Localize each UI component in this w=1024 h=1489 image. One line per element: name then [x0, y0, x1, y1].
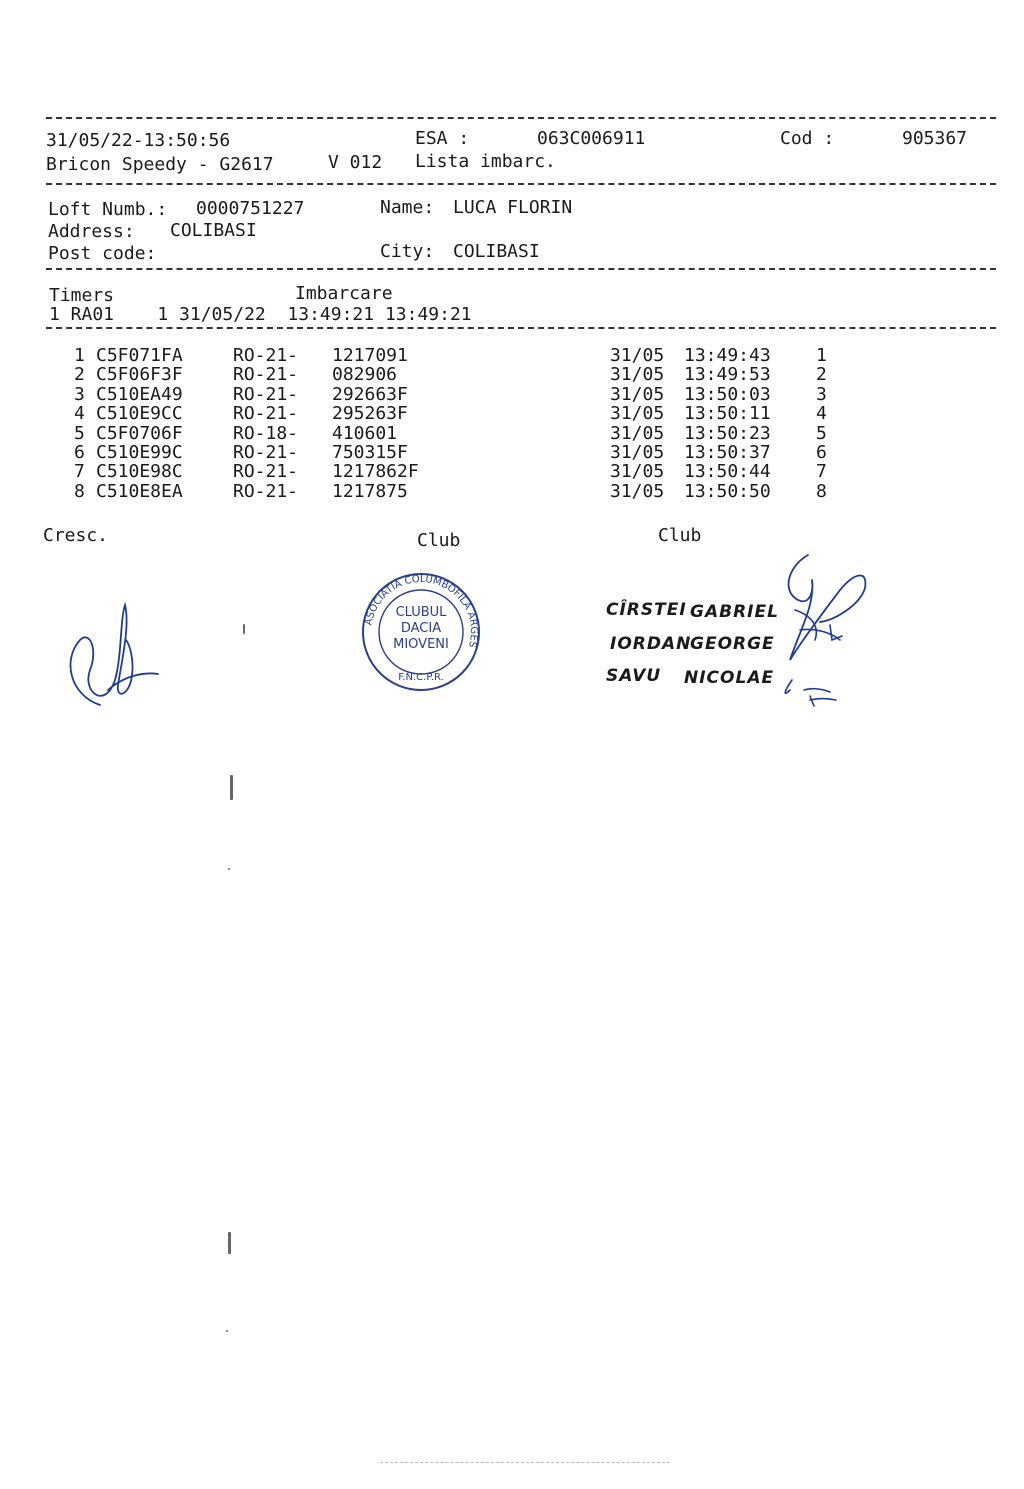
arrival-date: 31/05: [610, 383, 665, 405]
table-row: [0, 364, 1024, 384]
table-row: [0, 403, 1024, 423]
sequence-number: 4: [816, 403, 827, 425]
commission-first-2: IORDAN: [610, 634, 692, 654]
svg-text:DACIA: DACIA: [400, 621, 442, 636]
arrival-time: 13:50:11: [684, 403, 771, 425]
list-title: Lista imbarc.: [415, 151, 556, 172]
row-index: 1: [74, 345, 85, 366]
ring-number: 082906: [332, 364, 398, 386]
sequence-number: 1: [816, 345, 827, 366]
bottom-scan-line: [380, 1462, 670, 1463]
arrival-time: 13:50:03: [684, 383, 771, 405]
chip-id: C5F0706F: [96, 422, 183, 444]
rule-3: [46, 268, 996, 270]
sequence-number: 5: [816, 422, 827, 444]
arrival-date: 31/05: [610, 480, 665, 502]
table-row: [0, 481, 1024, 501]
club-label-left: Club: [417, 530, 461, 551]
row-index: 5: [74, 422, 85, 444]
row-index: 3: [74, 383, 85, 405]
city-label: City:: [380, 241, 435, 262]
imbarcare-label: Imbarcare: [295, 283, 393, 304]
address-value: COLIBASI: [170, 220, 257, 241]
timers-label: Timers: [49, 285, 115, 306]
svg-text:CLUBUL: CLUBUL: [395, 605, 447, 620]
svg-text:MIOVENI: MIOVENI: [393, 637, 449, 652]
row-index: 2: [74, 364, 85, 386]
row-index: 6: [74, 442, 85, 463]
arrival-date: 31/05: [610, 422, 665, 444]
loft-number: 0000751227: [196, 198, 305, 219]
ring-prefix: RO-18-: [233, 422, 299, 444]
city-value: COLIBASI: [453, 241, 540, 262]
scan-speck: [226, 1330, 228, 1332]
table-row: [0, 423, 1024, 443]
scan-speck: [228, 1232, 231, 1254]
commission-last-2: GEORGE: [690, 634, 775, 654]
row-index: 4: [74, 403, 85, 425]
arrival-date: 31/05: [610, 442, 665, 463]
commission-first-3: SAVU: [606, 666, 662, 686]
sequence-number: 2: [816, 364, 827, 386]
sequence-number: 6: [816, 442, 827, 463]
row-index: 7: [74, 461, 85, 483]
ring-prefix: RO-21-: [233, 480, 299, 502]
arrival-time: 13:50:44: [684, 461, 771, 483]
stray-mark: [243, 624, 245, 634]
ring-number: 1217875: [332, 480, 408, 502]
ring-prefix: RO-21-: [233, 442, 299, 463]
cod-label: Cod :: [780, 128, 835, 149]
breeder-signature: [60, 600, 170, 720]
device-name: Bricon Speedy - G2617: [46, 154, 274, 175]
table-row: [0, 442, 1024, 462]
sequence-number: 8: [816, 480, 827, 502]
cresc-label: Cresc.: [43, 525, 109, 546]
rule-2: [46, 183, 996, 185]
ring-number: 1217091: [332, 345, 408, 366]
top-rule: [46, 117, 996, 119]
chip-id: C510E9CC: [96, 403, 183, 425]
cod-value: 905367: [902, 128, 968, 149]
rule-4: [46, 327, 996, 329]
chip-id: C510E8EA: [96, 480, 183, 502]
postcode-label: Post code:: [48, 243, 157, 264]
scan-speck: [228, 868, 230, 870]
arrival-time: 13:50:37: [684, 442, 771, 463]
commission-last-1: GABRIEL: [690, 602, 779, 622]
sequence-number: 7: [816, 461, 827, 483]
name-label: Name:: [380, 197, 435, 218]
club-stamp: [357, 568, 485, 696]
arrival-date: 31/05: [610, 364, 665, 386]
loft-label: Loft Numb.:: [48, 199, 168, 220]
ring-prefix: RO-21-: [233, 461, 299, 483]
arrival-time: 13:50:50: [684, 480, 771, 502]
ring-prefix: RO-21-: [233, 383, 299, 405]
esa-value: 063C006911: [537, 128, 646, 149]
arrival-time: 13:50:23: [684, 422, 771, 444]
chip-id: C5F071FA: [96, 345, 183, 366]
ring-number: 292663F: [332, 383, 408, 405]
owner-name: LUCA FLORIN: [453, 197, 573, 218]
table-row: [0, 461, 1024, 481]
print-datetime: 31/05/22-13:50:56: [46, 130, 231, 151]
esa-label: ESA :: [415, 128, 470, 149]
row-index: 8: [74, 480, 85, 502]
chip-id: C510E99C: [96, 442, 183, 463]
ring-number: 410601: [332, 422, 398, 444]
scan-speck: [230, 775, 233, 800]
commission-signatures: [770, 550, 880, 720]
table-row: [0, 345, 1024, 365]
arrival-date: 31/05: [610, 403, 665, 425]
ring-number: 295263F: [332, 403, 408, 425]
stamp-ring-text: ASOCIATIA COLUMBOFILA ARGES: [363, 573, 480, 649]
arrival-date: 31/05: [610, 461, 665, 483]
svg-text:F.N.C.P.R.: F.N.C.P.R.: [398, 672, 444, 683]
arrival-time: 13:49:53: [684, 364, 771, 386]
arrival-date: 31/05: [610, 345, 665, 366]
ring-number: 1217862F: [332, 461, 419, 483]
ring-prefix: RO-21-: [233, 345, 299, 366]
chip-id: C510E98C: [96, 461, 183, 483]
device-version: V 012: [328, 152, 383, 173]
sequence-number: 3: [816, 383, 827, 405]
address-label: Address:: [48, 221, 135, 242]
club-label-right: Club: [658, 525, 702, 546]
ring-prefix: RO-21-: [233, 403, 299, 425]
arrival-time: 13:49:43: [684, 345, 771, 366]
ring-prefix: RO-21-: [233, 364, 299, 386]
timer-line: 1 RA01 1 31/05/22 13:49:21 13:49:21: [49, 304, 472, 325]
chip-id: C5F06F3F: [96, 364, 183, 386]
commission-first-1: CÎRSTEI: [606, 600, 687, 620]
chip-id: C510EA49: [96, 383, 183, 405]
ring-number: 750315F: [332, 442, 408, 463]
commission-last-3: NICOLAE: [684, 668, 775, 688]
table-row: [0, 384, 1024, 404]
